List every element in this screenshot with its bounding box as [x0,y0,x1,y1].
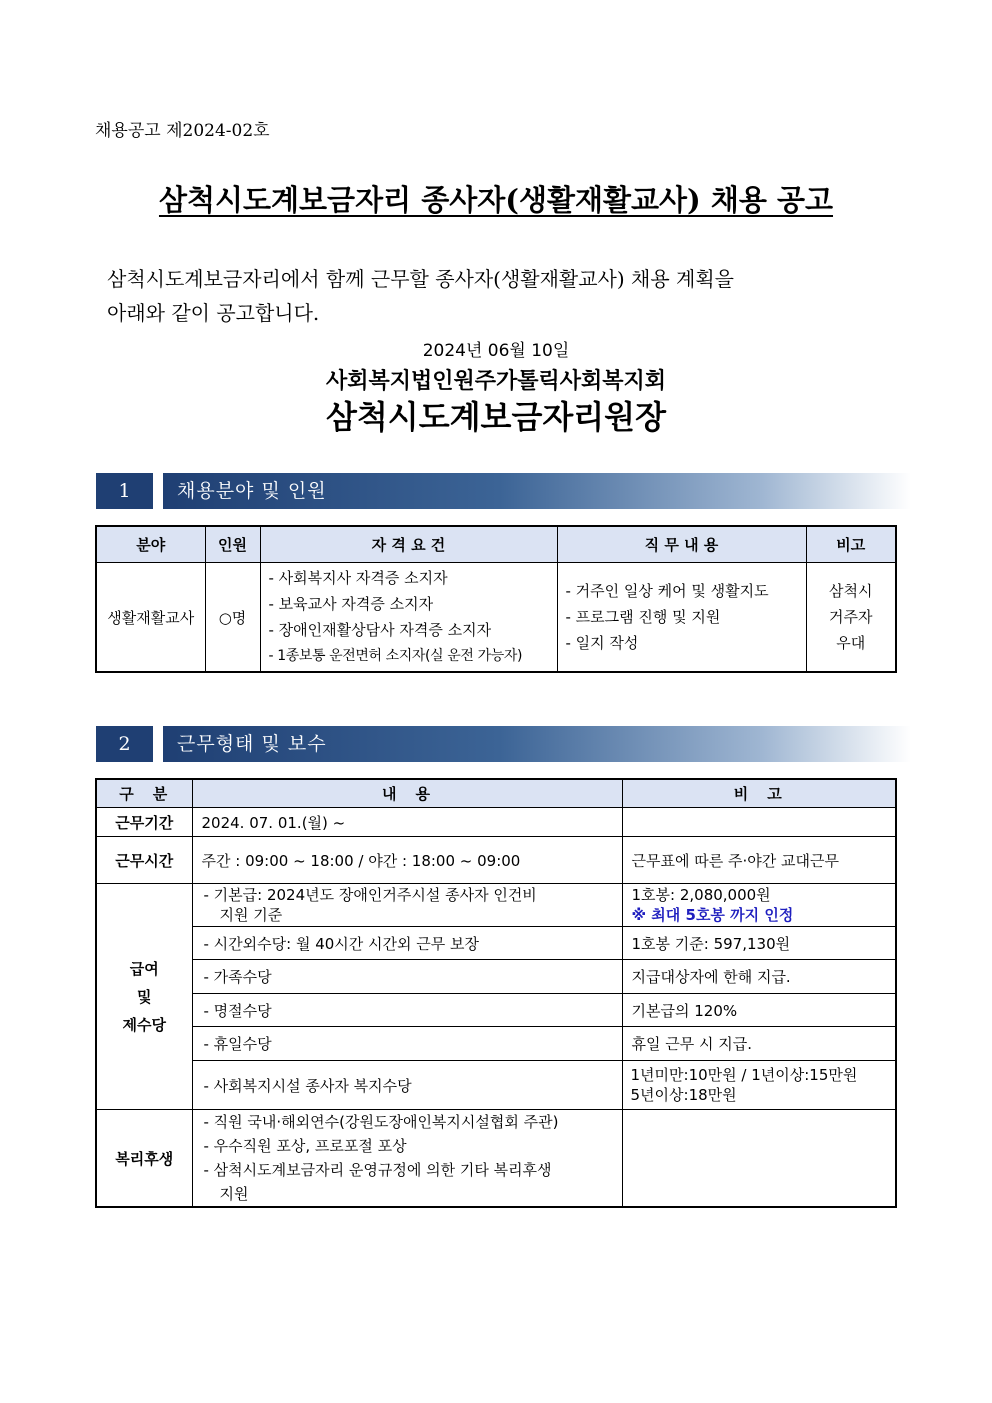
header-field: 분야 [96,526,205,563]
overtime-note: 1호봉 기준: 597,130원 [622,927,896,960]
base-pay-line: - 기본급: 2024년도 장애인거주시설 종사자 인건비 [203,886,537,904]
section-2-number: 2 [96,726,153,762]
qualification-item: - 보육교사 자격증 소지자 [268,595,434,613]
base-pay-note-line: 1호봉: 2,080,000원 [631,886,771,904]
intro-line-2: 아래와 같이 공고합니다. [107,301,320,325]
pay-label-line: 및 [137,987,152,1006]
count-cell: ○명 [205,563,260,673]
family-content: - 가족수당 [192,960,622,994]
director-title: 삼척시도계보금자리원장 [325,398,667,436]
remark-line: 우대 [836,634,866,652]
header-category: 구 분 [96,779,192,808]
duties-cell [557,563,806,673]
recruitment-row [96,563,896,673]
benefits-row [96,1110,896,1208]
remark-line: 삼척시 [829,582,873,600]
welfare-note-line: 1년미만:10만원 / 1년이상:15만원 [630,1066,858,1084]
base-pay-row [96,884,896,927]
remark-line: 거주자 [829,608,873,626]
rest-day-note: 휴일 근무 시 지급. [622,1027,896,1061]
recruitment-header-row [96,526,896,563]
document-number: 채용공고 제2024-02호 [95,121,270,141]
conditions-header-row [96,779,896,808]
benefit-item: - 우수직원 포상, 프로포절 포상 [203,1137,407,1155]
duty-item: - 프로그램 진행 및 지원 [565,608,721,626]
field-cell: 생활재활교사 [96,563,205,673]
header-count: 인원 [205,526,260,563]
period-content: 2024. 07. 01.(월) ~ [192,808,622,837]
benefits-label: 복리후생 [96,1110,192,1208]
family-note: 지급대상자에 한해 지급. [622,960,896,994]
holiday-bonus-row [96,994,896,1027]
qualification-item: - 사회복지사 자격증 소지자 [268,569,448,587]
holiday-bonus-content: - 명절수당 [192,994,622,1027]
remarks-cell [806,563,896,673]
benefits-note [622,1110,896,1208]
duty-item: - 일지 작성 [565,634,639,652]
period-row [96,808,896,837]
period-label: 근무기간 [96,808,192,837]
pay-label [96,884,192,1110]
duty-item: - 거주인 일상 케어 및 생활지도 [565,582,769,600]
page-title-text: 삼척시도계보금자리 종사자(생활재활교사) 채용 공고 [158,183,834,217]
period-note [622,808,896,837]
welfare-note-line: 5년이상:18만원 [630,1086,737,1104]
intro-paragraph [107,262,887,330]
welfare-allowance-note [622,1061,896,1110]
benefit-item: - 직원 국내·해외연수(강원도장애인복지시설협회 주관) [203,1113,559,1131]
qualification-item: - 1종보통 운전면허 소지자(실 운전 가능자) [268,648,523,664]
recruitment-table [95,525,897,673]
benefits-content [192,1110,622,1208]
work-conditions-table [95,778,897,1208]
base-pay-content [192,884,622,927]
pay-label-line: 제수당 [122,1015,166,1034]
rest-day-content: - 휴일수당 [192,1027,622,1061]
benefit-item: - 삼척시도계보금자리 운영규정에 의한 기타 복리후생 [203,1161,552,1179]
hours-row [96,837,896,884]
pay-label-line: 급여 [129,959,159,978]
section-1-number: 1 [96,473,153,509]
base-pay-line: 지원 기준 [219,906,283,924]
header-duties: 직 무 내 용 [557,526,806,563]
overtime-content: - 시간외수당: 월 40시간 시간외 근무 보장 [192,927,622,960]
intro-line-1: 삼척시도계보금자리에서 함께 근무할 종사자(생활재활교사) 채용 계획을 [107,267,734,291]
organization-name: 사회복지법인원주가톨릭사회복지회 [325,368,667,394]
hours-content: 주간 : 09:00 ~ 18:00 / 야간 : 18:00 ~ 09:00 [192,837,622,884]
qualifications-cell [260,563,557,673]
welfare-allowance-row [96,1061,896,1110]
base-pay-note-highlight: ※ 최대 5호봉 까지 인정 [631,906,794,924]
family-allowance-row [96,960,896,994]
qualification-item: - 장애인재활상담사 자격증 소지자 [268,621,492,639]
header-content: 내 용 [192,779,622,808]
header-remarks: 비고 [806,526,896,563]
welfare-allowance-content: - 사회복지시설 종사자 복지수당 [192,1061,622,1110]
section-1-title: 채용분야 및 인원 [163,473,911,509]
rest-day-row [96,1027,896,1061]
page-title [0,178,992,219]
overtime-row [96,927,896,960]
holiday-bonus-note: 기본급의 120% [622,994,896,1027]
hours-label: 근무시간 [96,837,192,884]
hours-note: 근무표에 따른 주·야간 교대근무 [622,837,896,884]
section-2-title: 근무형태 및 보수 [163,726,911,762]
base-pay-note [622,884,896,927]
header-qualifications: 자 격 요 건 [260,526,557,563]
header-note: 비 고 [622,779,896,808]
benefit-item: 지원 [219,1185,249,1203]
announcement-date: 2024년 06월 10일 [422,341,570,361]
